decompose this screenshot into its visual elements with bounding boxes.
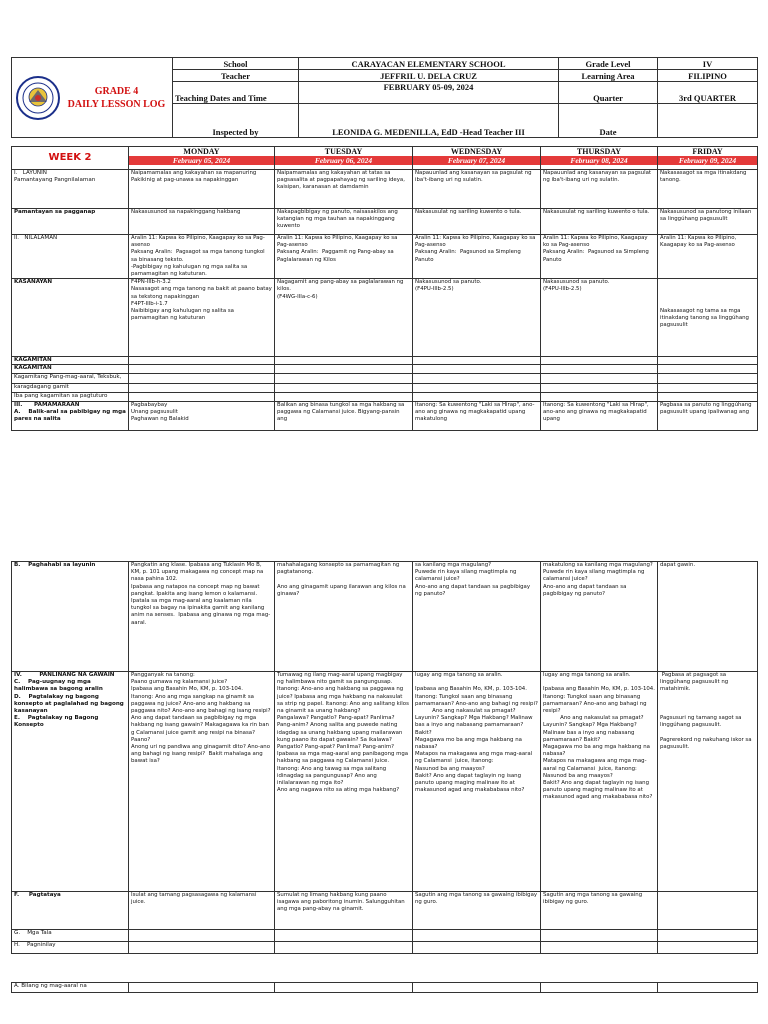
row-label (12, 373, 129, 383)
cell-monday (129, 930, 275, 942)
cell-friday (658, 383, 758, 392)
week-label: WEEK 2 (12, 147, 129, 170)
cell-text: Isulat ang tamang pagsasagawa ng kalamansi juice. (131, 892, 259, 906)
cell-friday (658, 170, 758, 209)
cell-tuesday (275, 672, 413, 892)
cell-text: dapat gawin. (660, 562, 696, 568)
cell-thursday (541, 365, 658, 373)
row-label (12, 365, 129, 373)
inspected-value: LEONIDA G. MEDENILLA, EdD -Head Teacher III (299, 104, 559, 138)
row-label-text: KAGAMITAN (14, 357, 52, 364)
cell-monday (129, 983, 275, 993)
top-row (12, 209, 758, 235)
cell-friday (658, 279, 758, 357)
row-label-text: B. Paghahabi sa layunin (14, 562, 96, 568)
cell-monday (129, 365, 275, 373)
row-label (12, 170, 129, 209)
lesson-table-bottom (11, 561, 758, 954)
cell-text: Pangganyak na tanong: Paano gumawa ng kalamansi juice? Ipabasa ang Basahin Mo, KM, p. 103-104. Itanong: Ano ang mga sangkap na ginamit sa paggawa ng juice? Ano-ano ang hakbang sa paggawa nito? Ano-ano ang bahagi ng isang resipi? Ano ang dapat tandaan sa pagbibigay ng mga hakbang ng isang gawain? Makagagawa ka rin ban g Calamansi juice gamit ang resipi na binasa? Paano? Anong uri ng pandiwa ang ginagamit dito? Ano-ano ang bahagi ng isang resipi? Bakit mahalaga ang bawat isa? (131, 672, 271, 765)
cell-text: Aralin 11: Kapwa ko Pilipino, Kaagapay ko sa Pag-asenso Paksang Aralin: Pagsagot sa mga tanong tungkol sa binasang teksto. -Pagbibigay ng kahulugan ng mga salita sa pamamagitan ng katuturan. (131, 235, 265, 278)
date-label: Date (559, 104, 658, 138)
cell-thursday (541, 357, 658, 365)
cell-monday (129, 170, 275, 209)
day-header-thursday: THURSDAY February 08, 2024 (541, 147, 658, 170)
header-logo-cell (12, 58, 173, 138)
cell-friday (658, 235, 758, 279)
cell-monday (129, 235, 275, 279)
row-label (12, 357, 129, 365)
cell-thursday (541, 401, 658, 430)
day-header-friday: FRIDAY February 09, 2024 (658, 147, 758, 170)
cell-text: Sagutin ang mga tanong sa gawaing ibibigay ng guro. (415, 892, 539, 906)
row-label-text: II. NILALAMAN (14, 235, 58, 241)
cell-text: Itanong: Sa kuwentong "Laki sa Hirap", ano-ano ang ginawa ng magkakapatid upang makatulong (415, 401, 535, 423)
cell-wednesday (413, 942, 541, 954)
bottom-row (12, 930, 758, 942)
cell-monday (129, 942, 275, 954)
row-label (12, 383, 129, 392)
row-label (12, 892, 129, 930)
cell-text: Balikan ang binasa tungkol sa mga hakbang sa paggawa ng Calamansi juice. Bigyang-pansin ang (277, 401, 407, 423)
cell-thursday (541, 930, 658, 942)
cell-wednesday (413, 930, 541, 942)
cell-tuesday (275, 392, 413, 401)
cell-wednesday (413, 892, 541, 930)
cell-text: F4PN-IIIb-h-3.2 Nasasagot ang mga tanong na bakit at paano batay sa tekstong napakinggan F4PT-IIIb-i-1.7 Naibibigay ang kahulugan ng salita sa pamamagitan ng katuturan (131, 279, 272, 322)
top-row (12, 279, 758, 357)
date-value (658, 104, 758, 138)
row-label (12, 279, 129, 357)
cell-friday (658, 392, 758, 401)
cell-tuesday (275, 942, 413, 954)
cell-thursday (541, 562, 658, 672)
cell-wednesday (413, 365, 541, 373)
cell-thursday (541, 892, 658, 930)
grade-level-value: IV (658, 58, 758, 70)
cell-monday (129, 892, 275, 930)
cell-tuesday (275, 357, 413, 365)
cell-text: Nakasusunod sa panuto. (F4PU-IIIb-2.5) (415, 279, 482, 293)
cell-thursday (541, 170, 658, 209)
cell-thursday (541, 235, 658, 279)
cell-friday (658, 930, 758, 942)
cell-monday (129, 209, 275, 235)
cell-text: Nakasusunod sa napakinggang hakbang (131, 209, 241, 215)
dates-label: Teaching Dates and Time (173, 82, 299, 104)
cell-wednesday (413, 373, 541, 383)
learning-area-value: FILIPINO (658, 70, 758, 82)
school-label: School (173, 58, 299, 70)
row-label-text: KAGAMITAN (14, 365, 52, 372)
row-label-text: III. PAMAMARAAN A. Balik-aral sa pabibigay ng mga pares na salita (14, 401, 126, 423)
cell-thursday (541, 373, 658, 383)
cell-tuesday (275, 279, 413, 357)
cell-text: Sumulat ng limang hakbang kung paano isagawa ang paboritong inumin. Salungguhitan ang mga pang-abay na ginamit. (277, 892, 407, 913)
row-label (12, 562, 129, 672)
cell-text: Napauunlad ang kasanayan sa pagsulat ng iba't-ibang uri ng sulatin. (543, 170, 653, 184)
top-row (12, 357, 758, 365)
cell-monday (129, 373, 275, 383)
cell-text: sa kanilang mga magulang? Puwede rin kaya silang magtimpla ng calamansi juice? Ano-ano ang dapat tandaan sa pagbibigay ng panuto? (415, 562, 531, 597)
learning-area-label: Learning Area (559, 70, 658, 82)
cell-monday (129, 562, 275, 672)
cell-text: Aralin 11: Kapwa ko Pilipino, Kaagapay ko sa Pag-asenso (660, 235, 738, 249)
cell-text: Nakasusulat ng sariling kuwento o tula. (415, 209, 522, 215)
lesson-table-top (11, 146, 758, 431)
cell-text: makatulong sa kanilang mga magulang? Puwede rin kaya silang magtimpla ng calamansi juice? Ano-ano ang dapat tandaan sa pagbibigay ng panuto? (543, 562, 653, 597)
row-label: A. Bilang ng mag-aaral na (12, 983, 129, 993)
day-header-wednesday: WEDNESDAY February 07, 2024 (413, 147, 541, 170)
cell-wednesday (413, 562, 541, 672)
grade-title: GRADE 4 (94, 85, 139, 97)
cell-wednesday (413, 983, 541, 993)
cell-text: Itanong: Sa kuwentong "Laki sa Hirap", ano-ano ang ginawa ng magkakapatid upang (543, 401, 651, 423)
row-label-text: H. Pagninilay (14, 942, 56, 948)
cell-friday (658, 942, 758, 954)
teacher-label: Teacher (173, 70, 299, 82)
row-label-text: KASANAYAN (14, 279, 53, 286)
cell-monday (129, 383, 275, 392)
cell-thursday (541, 383, 658, 392)
cell-tuesday (275, 892, 413, 930)
cell-text: Pagbasa at pagsagot sa linggúhang pagsusulit ng matahimik. Pagsusuri ng tamang sagot sa linggúhang pagsusulit. Pagrerekord ng nakuhang iskor sa pagsusulit. (660, 672, 752, 751)
row-label (12, 930, 129, 942)
cell-text: Naipamamalas ang kakayahan at tatas sa pagsasalita at pagpapahayag ng sariling ideya, kaisipan, karanasan at damdamin (277, 170, 407, 191)
cell-text: Naipamamalas ang kakayahan sa mapanuring Pakikinig at pag-unawa sa napakinggan (131, 170, 257, 184)
top-row (12, 365, 758, 373)
cell-wednesday (413, 209, 541, 235)
row-label (12, 401, 129, 430)
last-row (12, 983, 758, 993)
row-label-text: I. LAYUNIN Pamantayang Pangnilalaman (14, 170, 96, 184)
cell-tuesday (275, 365, 413, 373)
quarter-label: Quarter (559, 82, 658, 104)
cell-text: Pagbabaybay Unang pagsusulit Paghawan ng Balakid (131, 401, 189, 423)
cell-monday (129, 357, 275, 365)
cell-friday (658, 672, 758, 892)
row-label (12, 672, 129, 892)
row-label-text: F. Pagtataya (14, 892, 61, 898)
cell-monday (129, 401, 275, 430)
cell-monday (129, 392, 275, 401)
row-label-text: karagdagang gamit (14, 383, 69, 390)
row-label (12, 392, 129, 401)
row-label-text: Kagamitang Pang-mag-aaral, Teksbuk, (14, 373, 122, 380)
cell-text: Nakasusulat ng sariling kuwento o tula. (543, 209, 650, 215)
cell-text: Nakasusunod sa panuto. (F4PU-IIIb-2.5) (543, 279, 610, 293)
cell-text: Nakapagbibigay ng panuto, naisasakilos ang katangian ng mga tauhan sa napakinggang kuwento (277, 209, 400, 230)
cell-thursday (541, 209, 658, 235)
row-label (12, 235, 129, 279)
deped-seal-icon (15, 75, 61, 121)
cell-friday (658, 892, 758, 930)
row-label (12, 209, 129, 235)
day-header-monday: MONDAY February 05, 2024 (129, 147, 275, 170)
cell-tuesday (275, 401, 413, 430)
grade-level-label: Grade Level (559, 58, 658, 70)
cell-text: Tumawag ng ilang mag-aaral upang magbigay ng halimbawa nito gamit sa pangungusap. Itanong: Ano-ano ang hakbang sa paggawa ng juice? Ipabasa ang mga hakbang na nakasulat sa strip ng papel. Itanong: Ano ang salitang kilos na ginamit sa unang hakbang? Pangalawa? Pangatlo? Pang-apat? Panlima? Pang-anim? Anong salita ang puwede nating idagdag sa unang hakbang upang mailarawan kung paano ito dapat gawain? Sa ikalawa? Pangatlo? Pang-apat? Panlima? Pang-anim? Ipabasa sa mga mag-aaral ang panibagong mga hakbang sa paggawa ng Calamansi juice. Itanong: Ano ang tawag sa mga salitang idinagdag sa pangungusap? Ano ang inilalarawan ng mga ito? Ano ang nagawa nito sa ating mga hakbang? (277, 672, 409, 794)
bottom-row (12, 942, 758, 954)
cell-monday (129, 672, 275, 892)
cell-tuesday (275, 930, 413, 942)
cell-tuesday (275, 209, 413, 235)
bottom-row (12, 562, 758, 672)
cell-wednesday (413, 357, 541, 365)
cell-tuesday (275, 562, 413, 672)
cell-text: mahahalagang konsepto sa pamamagitan ng pagtatanong. Ano ang ginagamit upang ilarawan ang kilos na ginawa? (277, 562, 406, 597)
cell-thursday (541, 983, 658, 993)
cell-friday (658, 373, 758, 383)
cell-tuesday (275, 983, 413, 993)
cell-text: Nakasasagot sa mga itinakdang tanong. (660, 170, 750, 184)
cell-text: Pangkatin ang klase. Ipabasa ang Tuklasin Mo B, KM, p. 101 upang makagawa ng concept map na nasa pahina 102. Ipabasa ang natapos na concept map ng bawat pangkat. Ipakita ang isang lemon o kalamansi. Ipatala sa mga mag-aaral ang kaalaman nila tungkol sa bagay na ipinakita gamit ang kanilang anim na senses. Ipabasa ang ginawa ng mga mag-aaral. (131, 562, 271, 626)
cell-text: Aralin 11: Kapwa ko Pilipino, Kaagapay ko sa Pag-asenso Paksang Aralin: Paggamit ng Pang-abay sa Paglalarawan ng Kilos (277, 235, 398, 263)
cell-wednesday (413, 235, 541, 279)
bottom-row (12, 672, 758, 892)
top-row (12, 392, 758, 401)
row-label-text: Pamantayan sa pagganap (14, 209, 96, 215)
quarter-value: 3rd QUARTER (658, 82, 758, 104)
top-row (12, 170, 758, 209)
row-label (12, 942, 129, 954)
cell-friday (658, 562, 758, 672)
cell-text: Aralin 11: Kapwa ko Pilipino, Kaagapay ko sa Pag-asenso Paksang Aralin: Pagsunod sa Simpleng Panuto (543, 235, 649, 263)
cell-wednesday (413, 392, 541, 401)
cell-text: Sagutin ang mga tanong sa gawaing ibibigay ng guro. (543, 892, 644, 906)
cell-thursday (541, 672, 658, 892)
cell-wednesday (413, 170, 541, 209)
inspected-label: Inspected by (173, 104, 299, 138)
cell-wednesday (413, 672, 541, 892)
lesson-table-last (11, 982, 758, 993)
row-label-text: Iba pang kagamitan sa pagtuturo (14, 392, 108, 399)
top-row (12, 383, 758, 392)
school-value: CARAYACAN ELEMENTARY SCHOOL (299, 58, 559, 70)
cell-text: lugay ang mga tanong sa aralin. Ipabasa ang Basahin Mo, KM, p. 103-104. Itanong: Tungkol saan ang binasang pamamaraan? Ano-ano ang bahagi ng resipi? Ano ang nakasulat sa pmagat? Layunin? Sangkap? Mga Hakbang? Malinaw bas a inyo ang nabasang pamamaraan? Bakit? Magagawa mo ba ang mga hakbang na nabasa? Matapos na makagawa ang mga mag-aaral ng Calamansi juice, itanong: Nasunod ba ang maayos? Bakit? Ano ang dapat taglayin ng isang panuto upang maging malinaw ito at makasunod agad ang makababasa nito? (415, 672, 538, 794)
cell-friday (658, 209, 758, 235)
cell-text: Pagbasa sa panuto ng linggúhang pagsusulit upang ipaliwanag ang (660, 401, 754, 415)
cell-thursday (541, 392, 658, 401)
cell-text: Nagagamit ang pang-abay sa paglalarawan ng kilos. (F4WG-IIIa-c-6) (277, 279, 404, 300)
bottom-row (12, 892, 758, 930)
cell-wednesday (413, 279, 541, 357)
day-header-tuesday: TUESDAY February 06, 2024 (275, 147, 413, 170)
cell-friday (658, 357, 758, 365)
cell-tuesday (275, 235, 413, 279)
top-row (12, 235, 758, 279)
cell-wednesday (413, 383, 541, 392)
row-label-text: G. Mga Tala (14, 930, 52, 936)
cell-wednesday (413, 401, 541, 430)
teacher-value: JEFFRIL U. DELA CRUZ (299, 70, 559, 82)
cell-thursday (541, 279, 658, 357)
cell-monday (129, 279, 275, 357)
cell-text: Nakasasagot ng tama sa mga itinakdang tanong sa linggúhang pagsusulit (660, 308, 749, 329)
cell-friday (658, 983, 758, 993)
cell-text: Aralin 11: Kapwa ko Pilipino, Kaagapay ko sa Pag-asenso Paksang Aralin: Pagsunod sa Simpleng Panuto (415, 235, 536, 263)
cell-friday (658, 401, 758, 430)
cell-tuesday (275, 373, 413, 383)
cell-friday (658, 365, 758, 373)
top-row (12, 401, 758, 430)
top-row (12, 373, 758, 383)
header-table (11, 57, 758, 138)
dates-value: FEBRUARY 05-09, 2024 (299, 82, 559, 104)
cell-tuesday (275, 383, 413, 392)
cell-text: Nakasusunod sa panutong inilaan sa linggúhang pagsusulit (660, 209, 753, 223)
cell-text: Napauunlad ang kasanayan sa pagsulat ng iba't-ibang uri ng sulatin. (415, 170, 534, 184)
row-label-text: IV. PANLINANG NA GAWAIN C. Pag-uugnay ng mga halimbawa sa bagong aralin D. Pagtalakay ng bagong konsepto at paglalahad ng bagong kasanayan E. Pagtalakay ng Bagong Konsepto (14, 672, 124, 729)
dll-title: DAILY LESSON LOG (67, 98, 166, 110)
cell-thursday (541, 942, 658, 954)
cell-text: lugay ang mga tanong sa aralin. Ipabasa ang Basahin Mo, KM, p. 103-104. Itanong: Tungkol saan ang binasang pamamaraan? Ano-ano ang bahagi ng resipi? Ano ang nakasulat sa pmagat? Layunin? Sangkap? Mga Hakbang? Malinaw bas a inyo ang nabasang pamamaraan? Bakit? Magagawa mo ba ang mga hakbang na nabasa? Matapos na makagawa ang mga mag-aaral ng Calamansi juice, itanong: Nasunod ba ang maayos? Bakit? Ano ang dapat taglayin ng isang panuto upang maging malinaw ito at makasunod agad ang makababasa nito? (543, 672, 655, 801)
cell-tuesday (275, 170, 413, 209)
